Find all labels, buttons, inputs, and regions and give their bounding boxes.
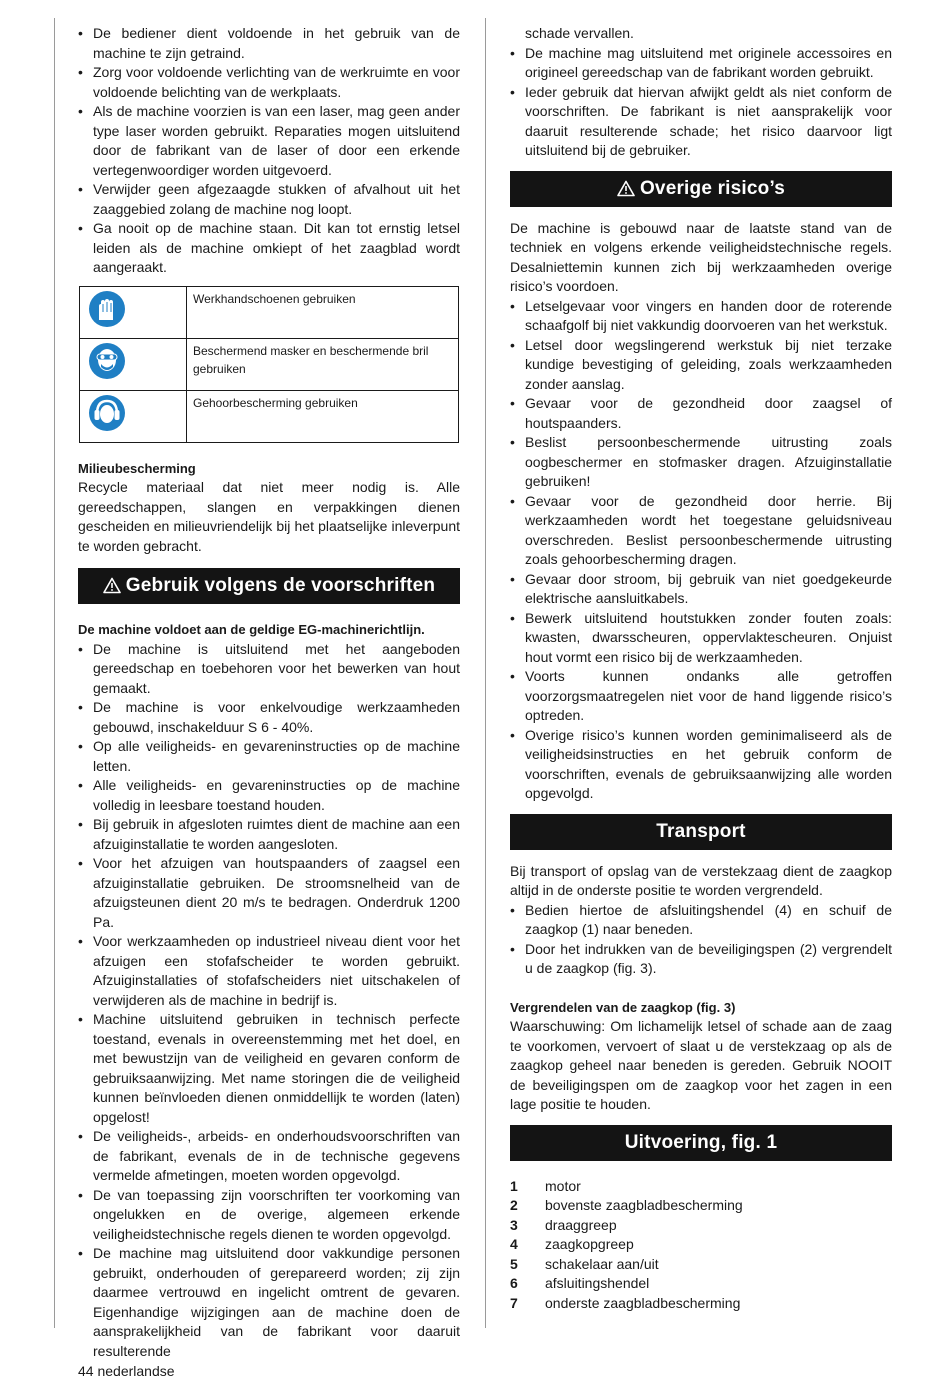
list-item: • De van toepassing zijn voorschriften ter voorkoming van ongelukken en de overige, algemeen erkende veiligheidstechnische regels dienen te worden opgevolgd. [78,1186,460,1245]
part-number: 1 [510,1177,518,1194]
section-title: Overige risico’s [639,177,786,199]
transport-bullets [510,901,892,979]
lock-heading: Vergrendelen van de zaagkop (fig. 3) [510,999,736,1015]
list-item: • Voorts kunnen ondanks alle getroffen voorzorgsmaatregelen niet voor de hand liggende risico’s optreden. [510,667,892,726]
list-item: • Gevaar door stroom, bij gebruik van niet goedgekeurde elektrische aansluitkabels. [510,570,892,609]
section-bar-intended-use [78,568,460,604]
part-number: 7 [510,1294,518,1311]
list-item: • Ieder gebruik dat hiervan afwijkt geldt als niet conform de voorschriften. De fabrikant is niet aansprakelijk voor daaruit resulterende schade; het risico daarvoor ligt uitsluitend bij de gebruiker. [510,83,892,161]
list-item: • De machine mag uitsluitend met originele accessoires en origineel gereedschap van de fabrikant worden gebruikt. [510,44,892,83]
list-item [510,1196,892,1216]
list-item: • De veiligheids-, arbeids- en onderhoudsvoorschriften van de fabrikant, evenals de in de technische gegevens vermelde afmetingen, moeten worden opgevolgd. [78,1127,460,1186]
table-row [80,390,459,442]
section-bar-transport [510,814,892,850]
ppe-icon-cell [80,390,187,442]
part-label: draaggreep [545,1216,617,1233]
list-item: • De machine is uitsluitend met het aangeboden gereedschap en toebehoren voor het bewerken van hout gemaakt. [78,640,460,699]
ppe-icon-cell [80,286,187,338]
list-item: • Machine uitsluitend gebruiken in technisch perfecte toestand, evenals in overeenstemming met het doel, en met bewustzijn van de veiligheid en gevaren conform de gebruiksaanwijzing. Met name storingen die de veiligheid kunnen beïnvloeden dienen onmiddellijk te worden (laten) opgelost! [78,1010,460,1127]
section-bar-design [510,1125,892,1161]
risk-bullets [510,297,892,804]
mask-goggles-icon [88,342,126,380]
list-item [510,1255,892,1275]
ppe-label: Gehoorbescherming gebruiken [187,390,459,442]
part-label: onderste zaagbladbescherming [545,1294,741,1311]
environment-heading: Milieubescherming [78,460,196,476]
column-divider [485,18,486,1328]
left-margin-rule [54,18,55,1328]
usage-bullets [510,44,892,161]
risk-intro: De machine is gebouwd naar de laatste stand van de techniek en volgens erkende veiligheidstechnische regels. Desalniettemin kunnen zich bij werkzaamheden overige risico’s voordoen. [510,219,892,294]
list-item [510,1235,892,1255]
list-item: • Gevaar voor de gezondheid door zaagsel of houtspaanders. [510,394,892,433]
transport-intro: Bij transport of opslag van de verstekzaag dient de zaagkop altijd in de onderste positie te worden vergrendeld. [510,862,892,898]
part-label: schakelaar aan/uit [545,1255,659,1272]
list-item: • Letselgevaar voor vingers en handen door de roterende schaafgolf bij niet vakkundig doorvoeren van het werkstuk. [510,297,892,336]
list-item: • Alle veiligheids- en gevareninstructies op de machine volledig in leesbare toestand houden. [78,776,460,815]
section-title: Gebruik volgens de voorschriften [125,575,436,596]
list-item: • Letsel door wegslingerend werkstuk bij niet terzake kundige bevestiging of geleiding, zoals werkzaamheden zonder aanslag. [510,336,892,395]
list-item: • Gevaar voor de gezondheid door herrie. Bij werkzaamheden wordt het toegestane geluidsniveau overschreden. Beslist persoonbeschermende uitrusting zoals gehoorbescherming dragen. [510,492,892,570]
ppe-label: Werkhandschoenen gebruiken [187,286,459,338]
list-item: • Door het indrukken van de beveiligingspen (2) vergrendelt u de zaagkop (fig. 3). [510,940,892,979]
list-item [510,1177,892,1197]
list-item: • Bedien hiertoe de afsluitingshendel (4) en schuif de zaagkop (1) naar beneden. [510,901,892,940]
list-item: • Voor werkzaamheden op industrieel niveau dient voor het afzuigen een stofafscheider te worden gebruikt. Afzuiginstallaties of stofafscheiders niet uitschakelen of verwijderen als de machine in bedrijf is. [78,932,460,1010]
part-number: 5 [510,1255,518,1272]
list-item: • Beslist persoonbeschermende uitrusting zoals oogbeschermer en stofmasker dragen. Afzuiginstallatie gebruiken! [510,433,892,492]
list-item: • Verwijder geen afgezaagde stukken of afvalhout uit het zaaggebied zolang de machine nog loopt. [78,180,460,219]
part-label: bovenste zaagbladbescherming [545,1197,743,1213]
continued-text: schade vervallen. [525,25,634,41]
ppe-label: Beschermend masker en beschermende bril gebruiken [187,338,459,390]
page-footer: 44 nederlandse [78,1363,175,1379]
lock-text: Waarschuwing: Om lichamelijk letsel of schade aan de zaag te voorkomen, vervoert of slaat u de verstekzaag op als de zaagkop geheel naar beneden is gereden. Gebruik NOOIT de beveiligingspen om de zaagkop voor het zagen in een lage positie te houden. [510,1018,892,1112]
part-number: 3 [510,1216,518,1233]
list-item: • Voor het afzuigen van houtspaanders of zaagsel een afzuiginstallatie gebruiken. De stroomsnelheid van de afzuigsteunen dient 20 m/s te bedragen. Onderdruk 1200 Pa. [78,854,460,932]
list-item: • Zorg voor voldoende verlichting van de werkruimte en voor voldoende belichting van de werkplaats. [78,63,460,102]
right-column [510,24,892,1313]
list-item: • Overige risico’s kunnen worden geminimaliseerd als de veiligheidsinstructies en het gebruik conform de voorschriften, evenals de gebruiksaanwijzing alle worden opgevolgd. [510,726,892,804]
list-item: • Bewerk uitsluitend houtstukken zonder fouten zoals: kwasten, dwarsscheuren, oppervlaktescheuren. Onjuist hout vormt een risico bij de werkzaamheden. [510,609,892,668]
table-row [80,286,459,338]
ppe-table [79,286,459,443]
warning-triangle-icon [617,180,635,197]
section-bar-residual-risks [510,171,892,207]
list-item: • Als de machine voorzien is van een laser, mag geen ander type laser worden gebruikt. Reparaties mogen uitsluitend door de fabrikant van de laser of door een erkende vertegenwoordiger worden uitgevoerd. [78,102,460,180]
part-label: afsluitingshendel [545,1275,650,1291]
section-subtitle: De machine voldoet aan de geldige EG-machinerichtlijn. [78,622,425,637]
list-item [510,1216,892,1236]
warning-triangle-icon [103,577,121,594]
intended-use-bullets [78,640,460,1362]
environment-text: Recycle materiaal dat niet meer nodig is. Alle gereedschappen, slangen en verpakkingen dienen gescheiden en milieuvriendelijk bij het plaatselijke inleverpunt te worden gebracht. [78,479,460,554]
list-item: • De machine is voor enkelvoudige werkzaamheden gebouwd, inschakelduur S 6 - 40%. [78,698,460,737]
section-title: Transport [656,820,746,842]
list-item: • De bediener dient voldoende in het gebruik van de machine te zijn getraind. [78,24,460,63]
list-item [510,1294,892,1314]
gloves-icon [88,290,126,328]
part-label: motor [545,1177,581,1194]
part-label: zaagkopgreep [545,1236,634,1252]
ear-protection-icon [88,394,126,432]
parts-list [510,1177,892,1314]
table-row [80,338,459,390]
list-item: • De machine mag uitsluitend door vakkundige personen gebruikt, onderhouden of gerepareerd worden; zij zijn daarmee vertrouwd en ingelicht omtrent de gevaren. Eigenhandige wijzigingen aan de machine doen de aansprakelijkheid van de fabrikant voor daaruit resulterende [78,1244,460,1361]
left-column [78,24,460,1361]
safety-bullets [78,24,460,278]
list-item: • Bij gebruik in afgesloten ruimtes dient de machine aan een afzuiginstallatie te worden aangesloten. [78,815,460,854]
ppe-icon-cell [80,338,187,390]
part-number: 6 [510,1275,518,1291]
list-item [510,1274,892,1294]
list-item: • Ga nooit op de machine staan. Dit kan tot ernstig letsel leiden als de machine omkiept of het zaagblad wordt aangeraakt. [78,219,460,278]
part-number: 2 [510,1197,518,1213]
section-title: Uitvoering, fig. 1 [624,1131,778,1153]
part-number: 4 [510,1236,518,1252]
list-item: • Op alle veiligheids- en gevareninstructies op de machine letten. [78,737,460,776]
